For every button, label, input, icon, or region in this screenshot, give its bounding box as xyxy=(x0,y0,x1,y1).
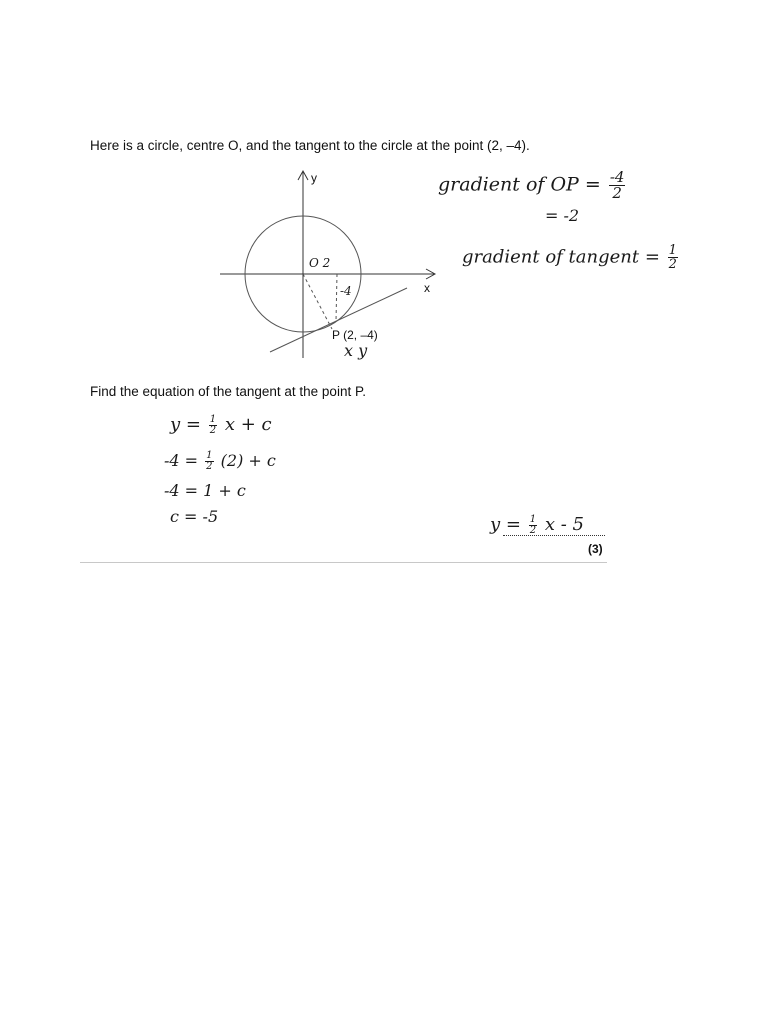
point-p-label: P (2, –4) xyxy=(332,328,378,342)
answer-left: y = xyxy=(490,514,521,535)
half-den-2: 2 xyxy=(206,461,213,472)
annot-o2: O 2 xyxy=(309,256,331,270)
gradient-tangent-label: gradient of tangent = xyxy=(462,246,660,268)
half-num-1: 1 xyxy=(209,413,217,425)
gradient-op-den: 2 xyxy=(612,184,622,202)
working-line-1 xyxy=(170,414,272,436)
answer xyxy=(490,514,584,536)
divider-rule xyxy=(80,562,607,563)
gradient-op-line xyxy=(438,170,627,201)
half-num-2: 1 xyxy=(206,450,213,461)
working-line-3: -4 = 1 + c xyxy=(164,481,246,500)
annot-xy: x y xyxy=(344,341,368,360)
question-intro: Here is a circle, centre O, and the tangent to the circle at the point (2, –4). xyxy=(90,138,530,153)
working-line-2 xyxy=(164,451,276,472)
x-axis-label: x xyxy=(424,281,430,295)
answer-right: x - 5 xyxy=(544,514,584,535)
y-axis-label: y xyxy=(311,171,317,185)
working-line-4: c = -5 xyxy=(170,507,219,526)
radius-op xyxy=(303,274,332,329)
gradient-tangent-den: 2 xyxy=(668,257,677,272)
annot-minus4: -4 xyxy=(340,284,352,298)
gradient-op-num: -4 xyxy=(609,168,625,186)
line2-left: -4 = xyxy=(164,451,199,470)
question-task: Find the equation of the tangent at the point P. xyxy=(90,384,366,399)
gradient-op-label: gradient of OP = xyxy=(438,173,601,196)
gradient-tangent-num: 1 xyxy=(668,243,677,258)
answer-dotted-line xyxy=(503,535,605,536)
tangent-line xyxy=(270,288,407,352)
gradient-op-simplified: = -2 xyxy=(545,206,580,225)
half-den-1: 2 xyxy=(209,424,217,436)
half-den-3: 2 xyxy=(529,524,537,536)
line2-right: (2) + c xyxy=(220,451,276,470)
line1-left: y = xyxy=(170,414,201,435)
dashed-vertical xyxy=(336,274,337,321)
marks-label: (3) xyxy=(588,542,603,556)
gradient-tangent-line xyxy=(462,244,680,271)
half-num-3: 1 xyxy=(529,513,537,525)
line1-right: x + c xyxy=(224,414,272,435)
